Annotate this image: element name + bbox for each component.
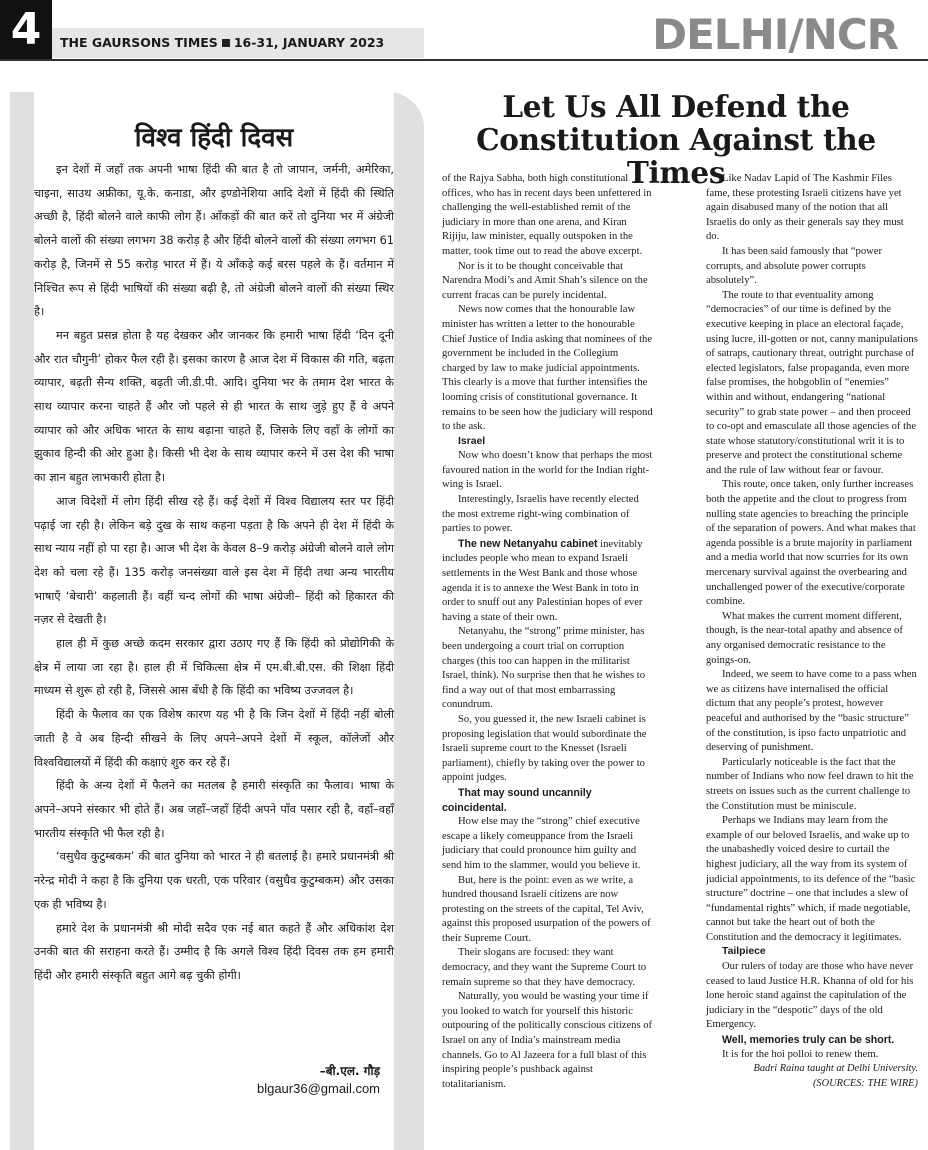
article-paragraph: Indeed, we seem to have come to a pass when we as citizens have internalised the official dictum that any people’s protest, however peaceful and authorised by the “basic structure” of the constitution, is ipso facto unpatriotic and deserving of punishment. [706, 669, 917, 754]
article-paragraph [442, 537, 654, 626]
paragraph-rest: inevitably includes people who mean to expand Israeli settlements in the West Bank and those whose agenda it is to annexe the West Bank in toto in order to snuff out any Palestinian hopes of ever having a state of their own. [442, 538, 643, 623]
article-paragraph: Particularly noticeable is the fact that the number of Indians who now feel drawn to hit the streets on issues such as the current challenge to the Constitution must be miniscule. [706, 756, 914, 812]
page-header [0, 0, 928, 62]
sidebar-paragraph: ‘वसुधैव कुटुम्बकम’ की बात दुनिया को भारत ने ही बतलाई है। हमारे प्रधानमंत्री श्री नरेन्द्र मोदी ने कहा है कि दुनिया एक धरती, एक परिवार (वसुधैव कुटुम्बकम) और उसका एक ही भविष्य है। [34, 850, 394, 911]
article-paragraph: How else may the “strong” chief executive escape a likely comeuppance from the Israeli judiciary that could pronounce him guilty and send him to the slammer, would you believe it. [442, 816, 641, 871]
sidebar-paragraph: हाल ही में कुछ अच्छे कदम सरकार द्वारा उठाए गए हैं कि हिंदी को प्रोद्योगिकी के क्षेत्र में लाया जा रहा है। हाल ही में चिकित्सा क्षेत्र में एम.बी.बी.एस. की शिक्षा हिंदी माध्यम से शुरू हो रही है, जिससे आस बँधी है कि हिंदी का भविष्य उज्जवल है। [34, 637, 394, 698]
sidebar-body [34, 158, 394, 988]
article-paragraph: The route to that eventuality among “democracies” of our time is defined by the executive keeping in place an electoral façade, using lucre, ill-gotten or not, canny manipulations of satraps, cautionary threat, outright purchase of elected legislators, false propaganda, even more false promises, the hobgoblin of “enemies” within and without, endangering “national security” to grab state power – and then proceed to co-opt and emasculate all those agencies of the state whose statutory/constitutional writ it is to preserve and protect the constitutional scheme and the rule of law without fear or favour. [706, 289, 918, 476]
article-paragraph: News now comes that the honourable law minister has written a letter to the honourable Chief Justice of India asking that nominees of the government be included in the Collegium charged by law to make judicial appointments. This clearly is a move that further intensifies the looming crisis of constitutional governance. It remains to be seen how the judiciary will respond to the ask. [442, 304, 653, 433]
masthead [52, 28, 424, 58]
bold-paragraph: Well, memories truly can be short. [722, 1034, 895, 1047]
sidebar-paragraph: मन बहुत प्रसन्न होता है यह देखकर और जानकर कि हमारी भाषा हिंदी ‘दिन दूनी और रात चौगुनी’ होकर फैल रही है। इसका कारण है आज देश में विकास की गति, बढ़ता व्यापार, बढ़ती सैन्य शक्ति, बढ़ती जी.डी.पी. आदि। दुनिया भर के तमाम देश भारत के साथ व्यापार करना चाहते हैं और जो पहले से ही भारत के साथ जुड़े हुए हैं वे अपने व्यापार को और अधिक भारत के साथ बढ़ाना चाहते हैं, जिसके लिए वहाँ के लोगों का झुकाव हिन्दी की ओर हुआ है। किसी भी देश के साथ व्यापार करने में उस देश की भाषा का ज्ञान बहुत लाभकारी होता है। [34, 328, 394, 485]
bold-paragraph: That may sound uncannily coincidental. [442, 786, 592, 814]
article-paragraph: Our rulers of today are those who have never ceased to laud Justice H.R. Khanna of old for his lone heroic stand against the capitulation of the judiciary in the “despotic” days of the old Emergency. [706, 961, 914, 1031]
article-column-1 [442, 172, 654, 1092]
issue-date: 16-31, JANUARY 2023 [233, 35, 385, 50]
article-column-2 [706, 172, 918, 1091]
article-paragraph: Their slogans are focused: they want democracy, and they want the Supreme Court to remain supreme so that they have democracy. [442, 947, 647, 988]
sidebar-content [34, 92, 394, 1150]
masthead-title: THE GAURSONS TIMES [60, 35, 218, 50]
sidebar-paragraph: हिंदी के फैलाव का एक विशेष कारण यह भी है कि जिन देशों में हिंदी नहीं बोली जाती है वे अब हिन्दी सीखने के लिए अपने–अपने देशों में स्कूल, कॉलेजों और विश्वविद्यालयों में हिंदी की कक्षाएं शुरु कर रहे हैं। [34, 708, 394, 769]
sidebar-email: blgaur36@gmail.com [256, 1081, 380, 1096]
sidebar-paragraph: इन देशों में जहाँ तक अपनी भाषा हिंदी की बात है तो जापान, जर्मनी, अमेरिका, चाइना, साउथ अफ्रीका, यू.के. कनाडा, और इण्डोनेशिया आदि देशों में हिंदी की स्थिति अच्छी है, हिंदी बोलने वाले काफी लोग हैं। आँकड़ों की बात करें तो दुनिया भर में अंग्रेजी बोलने वालों की संख्या लगभग 38 करोड़ है और हिंदी बोलने वालों की संख्या लगभग 61 करोड़ है, जिनमें से 55 करोड़ भारत में हैं। ये आँकड़े कई बरस पहले के हैं। वर्तमान में निश्चित रूप से हिंदी भाषियों की संख्या बढ़ी है, तो अंग्रेजी बोलने वालों की संख्या स्थिर है। [34, 163, 394, 319]
sidebar-author: –बी.एल. गौड़ [319, 1064, 380, 1078]
square-bullet-icon [222, 39, 230, 47]
article-paragraph: It is for the hoi polloi to renew them. [722, 1048, 879, 1060]
article-paragraph: Naturally, you would be wasting your time if you looked to watch for yourself this historic outpouring of the politically conscious citizens of Israel on any of India’s mainstream media channels. Go to Al Jazeera for a full blast of this inspiring people’s pushback against totalitarianism. [442, 991, 653, 1090]
sidebar-title: विश्व हिंदी दिवस [134, 123, 294, 153]
article-paragraph: So, you guessed it, the new Israeli cabinet is proposing legislation that would subordinate the Israeli supreme court to the Knesset (Israeli parliament), chiefly by taking over the power to appoint judges. [442, 713, 647, 784]
article-paragraph: This route, once taken, only further increases both the appetite and the clout to progress from nulling state agencies to breaching the principle of the separation of powers. And what makes that agenda possible is a brute majority in parliament and a media world that now scurries for its own mercenary survival against the overbearing and unchallenged power of the executive/corporate combine. [706, 479, 916, 608]
section-title: DELHI/NCR [652, 10, 898, 59]
page-number: 4 [0, 0, 52, 60]
headline-line-1: Let Us All Defend the [502, 89, 850, 124]
bold-lead: The new Netanyahu cabinet [458, 537, 598, 550]
article-paragraph: But, here is the point: even as we write, a hundred thousand Israeli citizens are now protesting on the streets of the capital, Tel Aviv, against this proposed usurpation of the powers of their Supreme Court. [442, 874, 651, 944]
article-paragraph: It has been said famously that “power corrupts, and absolute power corrupts absolutely”. [706, 245, 883, 287]
sidebar-paragraph: हमारे देश के प्रधानमंत्री श्री मोदी सदैव एक नई बात कहते हैं और अधिकांश देश उनकी बात की सराहना करते हैं। उम्मीद है कि अगले विश्व हिंदी दिवस तक हम हमारी हिंदी और हमारी संस्कृति बहुत आगे बढ़ चुकी होगी। [34, 921, 394, 982]
article-paragraph: Netanyahu, the “strong” prime minister, has been undergoing a court trial on corruption charges (this too can happen in the militarist Israel, think). No surprise then that he wishes to find a way out of that most embarrassing conundrum. [442, 626, 646, 711]
subheading-israel: Israel [458, 435, 486, 447]
sidebar-paragraph: आज विदेशों में लोग हिंदी सीख रहे हैं। कई देशों में विश्व विद्यालय स्तर पर हिंदी पढ़ाई जा रही है। लेकिन बड़े दुख के साथ कहना पड़ता है कि अपने ही देश में हिंदी के साथ न्याय नहीं हो पा रहा है। आज भी देश के केवल 8–9 करोड़ अंग्रेजी बोलने वाले लोग देश को चला रहे हैं। 135 करोड़ जनसंख्या वाले इस देश में हिंदी तथा अन्य भारतीय भाषाएँ ‘बेचारी’ कहलाती हैं। वहीं चन्द लोगों की भाषा अंग्रेजी– हिंदी को हिकारत की नज़र से देखती है। [34, 494, 394, 627]
sidebar-byline [257, 1062, 380, 1098]
source-credit: (SOURCES: THE WIRE) [812, 1077, 918, 1089]
article-paragraph: Nor is it to be thought conceivable that Narendra Modi’s and Amit Shah’s silence on the current fracas can be purely incidental. [442, 260, 648, 301]
hindi-sidebar-panel [10, 92, 424, 1150]
article-paragraph: Perhaps we Indians may learn from the example of our beloved Israelis, and wake up to the unabashedly voiced desire to curtail the highest judiciary, all the way from its system of judicial appointments, to its defence of the “basic structure” doctrine – one that includes a slew of “fundamental rights” which, if made negotiable, cannot but take the heart out of both the Constitution and the democracy it legitimates. [706, 815, 916, 943]
headline-line-2: Constitution Against the Times [476, 122, 876, 190]
article-paragraph: Like Nadav Lapid of The Kashmir Files fame, these protesting Israeli citizens have yet again disabused many of the notion that all Israelis do only as their generals say they must do. [706, 173, 904, 243]
article-paragraph: Now who doesn’t know that perhaps the most favoured nation in the world for the Indian right-wing is Israel. [442, 450, 653, 491]
subheading-tailpiece: Tailpiece [722, 946, 766, 958]
sidebar-paragraph: हिंदी के अन्य देशों में फैलने का मतलब है हमारी संस्कृति का फैलाव। भाषा के अपने–अपने संस्कार भी होते हैं। अब जहाँ–जहाँ हिंदी अपने पाँव पसार रही है, वहाँ–वहाँ भारतीय संस्कृति भी फैल रही है। [34, 779, 394, 840]
article-paragraph: What makes the current moment different, though, is the near-total apathy and absence of any organised democratic resistance to the goings-on. [706, 610, 903, 666]
article-paragraph: of the Rajya Sabha, both high constitutional offices, who has in recent days been unfettered in challenging the well-established remit of the judiciary in more than one arena, and Kiran Rijiju, law minister, equally outspoken in the matter, took time out to read the above excerpt. [442, 173, 652, 257]
header-rule [0, 59, 928, 61]
article-paragraph: Interestingly, Israelis have recently elected the most extreme right-wing combination of parties to power. [442, 494, 639, 535]
author-credit: Badri Raina taught at Delhi University. [753, 1063, 918, 1075]
